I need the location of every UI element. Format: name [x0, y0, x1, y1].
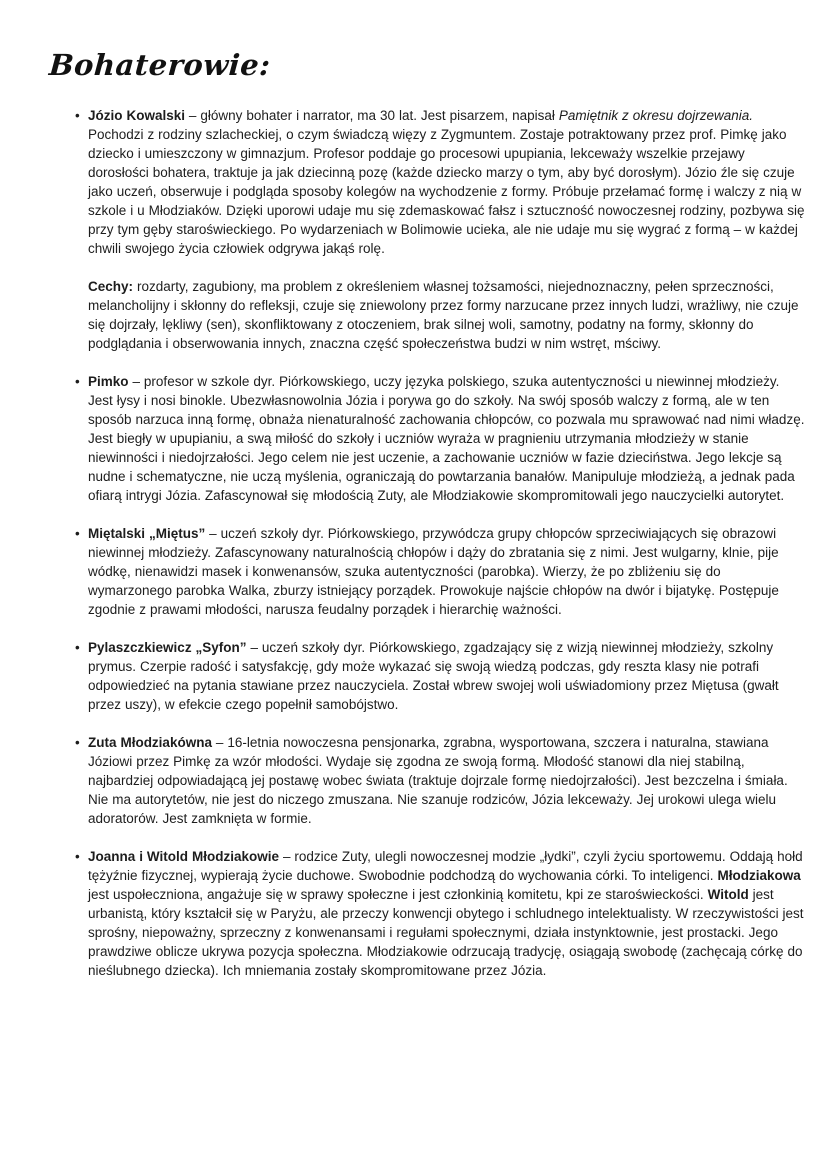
- list-item-pimko: [75, 372, 806, 505]
- paragraph-main: Miętalski „Miętus” – uczeń szkoły dyr. Piórkowskiego, przywódcza grupy chłopców sprzeciwiających się obrazowi niewinnej młodzieży. Zafascynowany naturalnością chłopów i dąży do zbratania się z nimi. Jest wulgarny, klnie, pije wódkę, nienawidzi masek i konwenansów, szuka autentyczności (parobka). Wierzy, że po zbliżeniu się do wymarzonego parobka Walka, zburzy istniejący porządek. Prowokuje najście chłopów na dwór i bijatykę. Postępuje zgodnie z prawami młodości, narusza feudalny porządek i hierarchię ważności.: [88, 526, 779, 617]
- paragraph-main: Józio Kowalski – główny bohater i narrator, ma 30 lat. Jest pisarzem, napisał Pamiętnik z okresu dojrzewania. Pochodzi z rodziny szlacheckiej, o czym świadczą więzy z Zygmuntem. Zostaje potraktowany przez prof. Pimkę jako dziecko i umieszczony w gimnazjum. Profesor poddaje go procesowi upupiania, lekceważy wszelkie przejawy dorosłości bohatera, traktuje ja jak dziecinną pozę (każde dziecko marzy o tym, aby być dorosłym). Józio źle się czuje jako uczeń, obserwuje i podgląda sposoby kolegów na wychodzenie z formy. Próbuje przełamać formę i walczy z nią w szkole i u Młodziaków. Dzięki uporowi udaje mu się zdemaskować fałsz i sztuczność nowoczesnej rodziny, pozbywa się przy tym gęby staroświeckiego. Po wydarzeniach w Bolimowie ucieka, ale nie udaje mu się wygrać z formą – w każdej chwili swojego życia człowiek odgrywa jakąś rolę.: [88, 108, 805, 256]
- character-description: [88, 847, 806, 980]
- character-list: [48, 106, 806, 980]
- bullet-icon: •: [75, 526, 80, 541]
- page-title: Bohaterowie:: [48, 48, 272, 82]
- bullet-icon: •: [75, 735, 80, 750]
- list-item-mlodziakowie: [75, 847, 806, 980]
- paragraph-main: Pimko – profesor w szkole dyr. Piórkowskiego, uczy języka polskiego, szuka autentyczności u niewinnej młodzieży. Jest łysy i nosi binokle. Ubezwłasnowolnia Józia i porywa go do szkoły. Na swój sposób walczy z formą, ale w ten sposób narzuca inną formę, obnaża nienaturalność zachowania chłopców, co pozwala mu sprawować nad nimi władzę. Jest biegły w upupianiu, a swą miłość do szkoły i uczniów wyraża w pragnieniu utrzymania młodzieży w stanie niewinności i niedojrzałości. Jego celem nie jest uczenie, a zachowanie uczniów w fazie dzieciństwa. Jego lekcje są nudne i schematyczne, nie uczą myślenia, ograniczają do powtarzania banałów. Manipuluje młodzieżą, a jednak pada ofiarą intrygi Józia. Zafascynował się młodością Zuty, ale Młodziakowie skompromitowali jego nauczycielki autorytet.: [88, 374, 805, 503]
- list-item-zuta-mlodziakowna: [75, 733, 806, 828]
- bullet-icon: •: [75, 374, 80, 389]
- bullet-icon: •: [75, 849, 80, 864]
- list-item-mietalski-mietus: [75, 524, 806, 619]
- character-description: [88, 638, 806, 714]
- bullet-icon: •: [75, 640, 80, 655]
- bullet-icon: •: [75, 108, 80, 123]
- paragraph-main: Zuta Młodziakówna – 16-letnia nowoczesna pensjonarka, zgrabna, wysportowana, szczera i naturalna, stawiana Józiowi przez Pimkę za wzór młodości. Wydaje się zgodna ze swoją formą. Młodość stanowi dla niej stabilną, najbardziej odpowiadającą jej postawę wobec świata (traktuje dojrzale formę niedojrzałości). Jest bezczelna i śmiała. Nie ma autorytetów, nie jest do niczego zmuszana. Nie szanuje rodziców, Józia lekceważy. Jej urokowi ulega wielu adoratorów. Jest zamknięta w formie.: [88, 735, 788, 826]
- character-description: [88, 106, 806, 353]
- paragraph-cechy: Cechy: rozdarty, zagubiony, ma problem z określeniem własnej tożsamości, niejednoznaczny, pełen sprzeczności, melancholijny i skłonny do refleksji, czuje się zniewolony przez formy narzucane przez innych ludzi, wrażliwy, nie czuje się dojrzały, lękliwy (sen), skonfliktowany z otoczeniem, brak silnej woli, samotny, podatny na formy, skłonny do podglądania i obserwowania innych, znaczna część społeczeństwa budzi w nim wstręt, mściwy.: [88, 279, 799, 351]
- list-item-jozio-kowalski: [75, 106, 806, 353]
- character-description: [88, 372, 806, 505]
- paragraph-main: Pylaszczkiewicz „Syfon” – uczeń szkoły dyr. Piórkowskiego, zgadzający się z wizją niewinnej młodzieży, szkolny prymus. Czerpie radość i satysfakcję, gdy może wykazać się swoją wiedzą podczas, gdy reszta klasy nie potrafi odpowiedzieć na pytania stawiane przez nauczyciela. Został wbrew swojej woli uświadomiony przez Miętusa (gwałt przez uszy), w efekcie czego popełnił samobójstwo.: [88, 640, 779, 712]
- list-item-pylaszczkiewicz-syfon: [75, 638, 806, 714]
- paragraph-main: Joanna i Witold Młodziakowie – rodzice Zuty, ulegli nowoczesnej modzie „łydki”, czyli życiu sportowemu. Oddają hołd tężyźnie fizycznej, wypierają życie duchowe. Swobodnie podchodzą do wychowania córki. To inteligenci. Młodziakowa jest uspołeczniona, angażuje się w sprawy społeczne i jest członkinią komitetu, kpi ze staroświeckości. Witold jest urbanistą, który kształcił się w Paryżu, ale przeczy konwencji obytego i schludnego intelektualisty. W rzeczywistości jest sprośny, niepoważny, sprzeczny z konwenansami i regułami społecznymi, działa instynktownie, jest prostacki. Jego prawdziwe oblicze ukrywa pozycja społeczna. Młodziakowie odrzucają tradycję, osiągają swobodę (zachęcają córkę do nieślubnego dziecka). Ich mniemania zostały skompromitowane przez Józia.: [88, 849, 804, 978]
- character-description: [88, 524, 806, 619]
- character-description: [88, 733, 806, 828]
